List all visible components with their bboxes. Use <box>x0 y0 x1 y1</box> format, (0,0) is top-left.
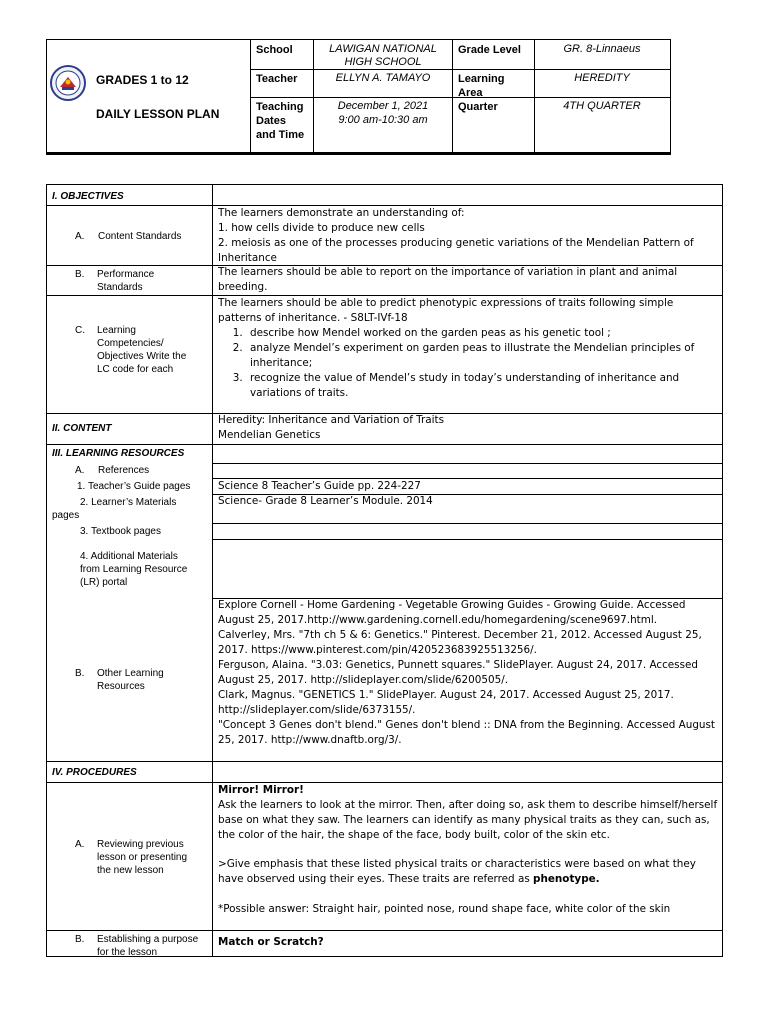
additional-materials-label: 4. Additional Materials from Learning Resource (LR) portal <box>80 551 188 588</box>
content-section-title: II. CONTENT <box>52 423 112 434</box>
teacher-label: Teacher <box>256 73 298 85</box>
school-value: LAWIGAN NATIONAL HIGH SCHOOL <box>329 43 437 68</box>
competencies-letter: C. <box>75 325 85 336</box>
purpose-label: Establishing a purpose for the lesson <box>97 934 199 958</box>
competency-item: 2. analyze Mendel’s experiment on garden peas to illustrate the Mendelian principles of inheritance; <box>246 341 718 371</box>
reference-entry: Calverley, Mrs. "7th ch 5 & 6: Genetics." Pinterest. December 21, 2012. Accessed August 25, 2017. https://www.pinterest.com/pin/420523683925513256/. <box>218 629 702 656</box>
learning-area-label: Learning Area <box>458 73 505 99</box>
teachers-guide-label: 1. Teacher’s Guide pages <box>77 481 191 492</box>
content-standards-text: The learners demonstrate an understanding of: 1. how cells divide to produce new cells 2. meiosis as one of the processes producing genetic variations of the Mendelian Pattern of Inheritance <box>218 207 694 264</box>
objectives-section-title: I. OBJECTIVES <box>52 191 124 202</box>
school-label: School <box>256 44 293 56</box>
competency-item: 1. describe how Mendel worked on the garden peas as his genetic tool ; <box>246 326 718 341</box>
teaching-time-value: 9:00 am-10:30 am <box>338 114 428 126</box>
content-standards-label: Content Standards <box>98 231 182 242</box>
teacher-value: ELLYN A. TAMAYO <box>335 72 431 84</box>
quarter-value: 4TH QUARTER <box>563 100 641 112</box>
performance-standards-text: The learners should be able to report on the importance of variation in plant and animal breeding. <box>218 266 678 293</box>
reviewing-text: Mirror! Mirror! Ask the learners to look at the mirror. Then, after doing so, ask them to describe himself/herself base on what they saw. The learners can identify as many physical traits as they can, such as, the color of the hair, the shape of the face, body built, color of the skin etc. >Give emphasis that these listed physical traits or characteristics were based on what they have observed using their eyes. These traits are referred as phenotype. *Possible answer: Straight hair, pointed nose, round shape face, white color of the skin <box>218 784 718 915</box>
match-or-scratch-heading: Match or Scratch? <box>218 936 324 948</box>
grades-title: GRADES 1 to 12 <box>96 73 189 87</box>
reference-entry: Ferguson, Alaina. "3.03: Genetics, Punnett squares." SlidePlayer. August 24, 2017. Accessed August 25, 2017. http://slideplayer.com/slide/6200505/. <box>218 659 698 686</box>
mirror-heading: Mirror! Mirror! <box>218 784 304 796</box>
reference-entry: "Concept 3 Genes don't blend." Genes don't blend :: DNA from the Beginning. Accessed August 25, 2017. http://www.dnaftb.org/3/. <box>218 719 715 746</box>
reference-entry: Clark, Magnus. "GENETICS 1." SlidePlayer. August 24, 2017. Accessed August 25, 2017. http://slideplayer.com/slide/6373155/. <box>218 689 674 716</box>
daily-lesson-plan-title: DAILY LESSON PLAN <box>96 107 220 121</box>
resources-section-title: III. LEARNING RESOURCES <box>52 448 185 459</box>
other-resources-text <box>218 598 718 748</box>
learners-materials-value: Science- Grade 8 Learner’s Module. 2014 <box>218 495 433 507</box>
grade-level-label: Grade Level <box>458 44 521 56</box>
reviewing-label: Reviewing previous lesson or presenting the new lesson <box>97 839 188 876</box>
performance-standards-letter: B. <box>75 269 85 280</box>
learning-area-value: HEREDITY <box>574 72 630 84</box>
reviewing-letter: A. <box>75 839 85 850</box>
performance-standards-label: Performance Standards <box>97 269 155 293</box>
teaching-date-value: December 1, 2021 <box>337 100 429 112</box>
deped-seal-icon <box>50 65 86 101</box>
quarter-label: Quarter <box>458 101 498 113</box>
other-resources-label: Other Learning Resources <box>97 668 164 692</box>
purpose-letter: B. <box>75 934 85 945</box>
references-label: References <box>98 465 150 476</box>
competencies-text: The learners should be able to predict phenotypic expressions of traits following simple patterns of inheritance. - S8LT-IVf-18 1. describe how Mendel worked on the garden peas as his genetic tool ; 2. analyze Mendel’s experiment on garden peas to illustrate the Mendelian principles of inheritance; 3. recognize the value of Mendel’s study in today’s understanding of inheritance and variations of traits. <box>218 296 718 401</box>
content-text: Heredity: Inheritance and Variation of Traits Mendelian Genetics <box>218 414 445 441</box>
competencies-label: Learning Competencies/ Objectives Write the LC code for each <box>97 325 187 375</box>
other-resources-letter: B. <box>75 668 85 679</box>
procedures-section-title: IV. PROCEDURES <box>52 767 137 778</box>
competency-item: 3. recognize the value of Mendel’s study in today’s understanding of inheritance and variations of traits. <box>246 371 718 401</box>
learners-materials-label: 2. Learner’s Materials pages <box>52 497 177 521</box>
teaching-dates-label: Teaching Dates and Time <box>256 101 305 141</box>
reference-entry: Explore Cornell - Home Gardening - Vegetable Growing Guides - Growing Guide. Accessed August 25, 2017.http://www.gardening.cornell.edu/homegardening/scene9697.html. <box>218 599 686 626</box>
textbook-pages-label: 3. Textbook pages <box>80 526 161 537</box>
references-letter: A. <box>75 465 85 476</box>
teachers-guide-value: Science 8 Teacher’s Guide pp. 224-227 <box>218 480 421 492</box>
grade-level-value: GR. 8-Linnaeus <box>563 43 641 55</box>
content-standards-letter: A. <box>75 231 85 242</box>
